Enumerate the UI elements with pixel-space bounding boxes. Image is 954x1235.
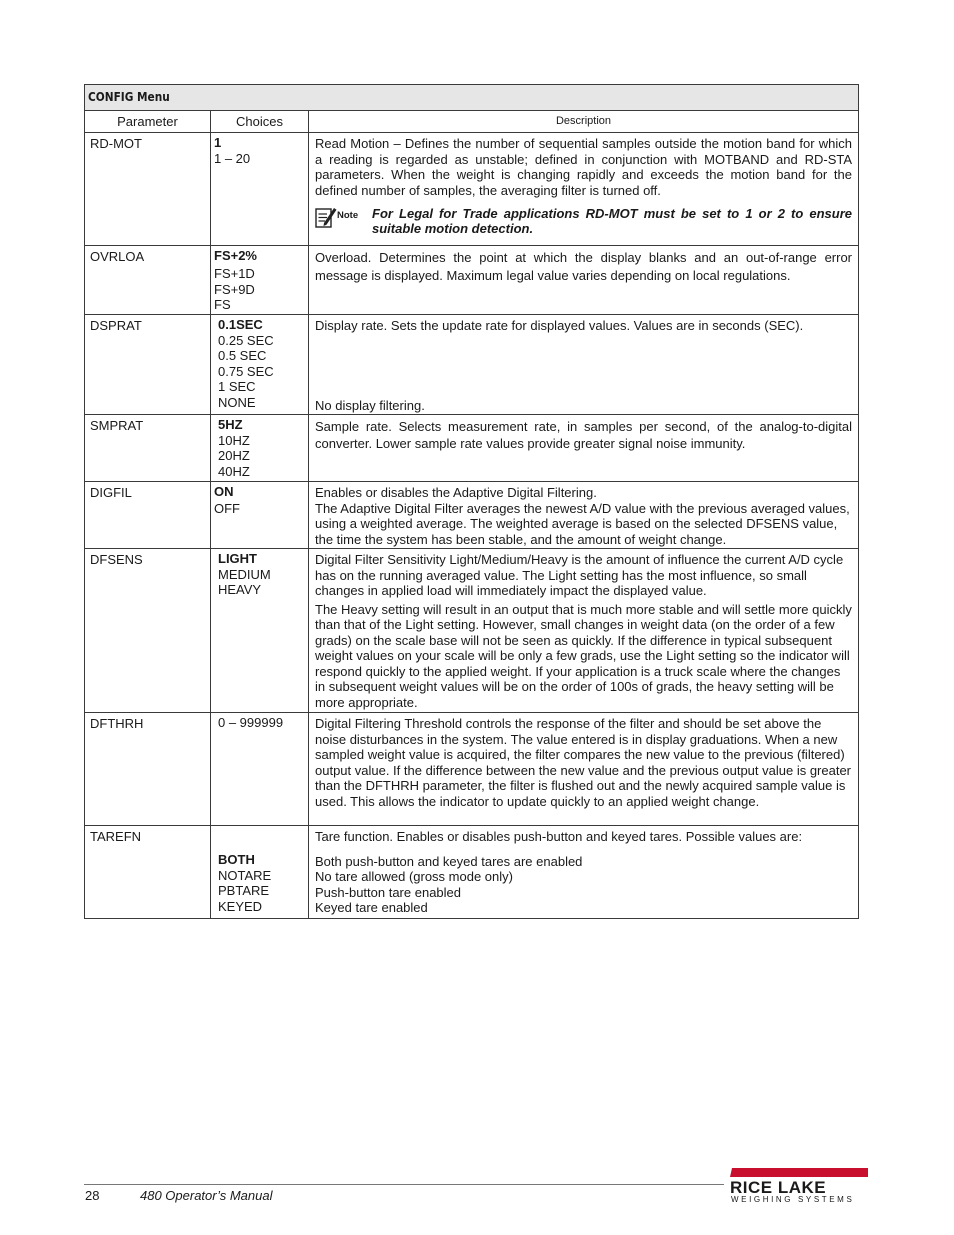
choice: NONE [218, 394, 256, 410]
default-choice: 0.1SEC [218, 317, 263, 332]
choices-cell [211, 133, 309, 246]
table-row [85, 549, 859, 713]
parameter-cell: SMPRAT [85, 415, 211, 482]
default-choice: LIGHT [218, 551, 257, 566]
description-text: Read Motion – Defines the number of sequential samples outside the motion band for which a reading is regarded as unstable; defined in conjunction with MOTBAND and RD-STA parameters. When the weight is changing rapidly and exceeds the motion band for the defined number of samples, the averaging filter is turned off. [315, 136, 853, 198]
table-title: CONFIG Menu [85, 85, 859, 111]
choice: FS+9D [214, 281, 255, 297]
description-text: Sample rate. Selects measurement rate, in samples per second, of the analog-to-digital converter. Lower sample rate values provide greater signal noise immunity. [315, 419, 853, 451]
description-text: Digital Filter Sensitivity Light/Medium/Heavy is the amount of influence the current A/D cycle has on the running averaged value. The Light setting has the most influence, so small changes in applied load will immediately impact the displayed value. [315, 552, 844, 598]
rice-lake-logo [726, 1166, 872, 1210]
choice: HEAVY [218, 582, 262, 597]
choices-cell [211, 482, 309, 549]
default-choice: 5HZ [218, 417, 243, 432]
choice: 0.25 SEC [218, 332, 274, 348]
description-cell [309, 246, 859, 315]
table-row [85, 482, 859, 549]
description-cell [309, 482, 859, 549]
description-text: The Adaptive Digital Filter averages the newest A/D value with the previous averaged values, using a weighted average. The weighted average is based on the selected DFSENS value, the time the system has been stable, and the amount of weight change. [315, 500, 850, 547]
footer-rule [84, 1184, 724, 1185]
parameter-cell: TAREFN [85, 826, 211, 919]
choice: PBTARE [218, 883, 270, 898]
choice: FS+1D [214, 266, 255, 281]
description-cell [309, 133, 859, 246]
choice: FS [214, 297, 231, 312]
choice: MEDIUM [218, 566, 271, 582]
description-header: Description [309, 111, 859, 133]
choice: 0.5 SEC [218, 348, 267, 363]
note-pencil-icon [315, 205, 337, 229]
description-text: Enables or disables the Adaptive Digital Filtering. [315, 485, 597, 500]
description-cell [309, 315, 859, 415]
logo-red-banner [730, 1168, 868, 1177]
parameter-cell: DIGFIL [85, 482, 211, 549]
choices-cell [211, 315, 309, 415]
parameter-cell: DFTHRH [85, 713, 211, 826]
table-row [85, 826, 859, 919]
description-text: Keyed tare enabled [315, 900, 428, 915]
choices-cell [211, 549, 309, 713]
default-choice: ON [214, 484, 234, 499]
description-text: Display rate. Sets the update rate for displayed values. Values are in seconds (SEC). [315, 318, 804, 333]
description-text: Tare function. Enables or disables push-button and keyed tares. Possible values are: [315, 829, 803, 844]
table-header-row [85, 111, 859, 133]
note-label: Note [337, 210, 359, 221]
description-cell [309, 713, 859, 826]
choices-cell [211, 713, 309, 826]
choice: 1 SEC [218, 379, 256, 394]
description-cell [309, 549, 859, 713]
table-row [85, 133, 859, 246]
default-choice: FS+2% [214, 248, 257, 263]
choice: 0 – 999999 [218, 715, 284, 730]
table-row [85, 713, 859, 826]
description-text: Both push-button and keyed tares are enabled [315, 853, 583, 869]
choices-header: Choices [211, 111, 309, 133]
description-text: No display filtering. [315, 397, 425, 413]
table-row [85, 315, 859, 415]
default-choice: 1 [214, 135, 222, 150]
choice: KEYED [218, 898, 263, 914]
choices-cell [211, 826, 309, 919]
description-cell [309, 415, 859, 482]
description-cell [309, 826, 859, 919]
parameter-header: Parameter [85, 111, 211, 133]
description-text: Push-button tare enabled [315, 884, 461, 900]
parameter-cell: DFSENS [85, 549, 211, 713]
choice: NOTARE [218, 867, 272, 883]
choice: 20HZ [218, 448, 250, 463]
parameter-cell: DSPRAT [85, 315, 211, 415]
choices-cell [211, 246, 309, 315]
legal-note [315, 206, 852, 236]
description-text: Digital Filtering Threshold controls the response of the filter and should be set above the noise disturbances in the system. The value entered is in display graduations. When a new sampled weight value is acquired, the filter compares the new value to the previous (filtered) output value. If the difference between the new value and the previous output value is greater than the DFTHRH parameter, the filter is flushed out and the newly acquired sample value is used. This allows the indicator to update quickly to an applied weight change. [315, 716, 852, 809]
default-choice: BOTH [218, 852, 255, 867]
choices-cell [211, 415, 309, 482]
table-row [85, 246, 859, 315]
description-text: No tare allowed (gross mode only) [315, 869, 513, 884]
logo-wordmark: RICE LAKE [730, 1178, 827, 1197]
manual-title: 480 Operator’s Manual [140, 1188, 273, 1203]
description-text: The Heavy setting will result in an output that is much more stable and will settle more quickly than that of the Light setting. However, small changes in weight data (on the order of a few grads) on the scale base will not be seen as quickly. If the difference in typical subsequent weight values on your scale will be only a few grads, use the Light setting so the indicator will respond quickly to the applied weight. If your application is a truck scale where the changes in subsequent weight values will be on the order of 100s of grads, the heavy setting will be more appropriate. [315, 601, 852, 710]
choice: OFF [214, 501, 240, 516]
parameter-cell: RD-MOT [85, 133, 211, 246]
choice: 40HZ [218, 463, 250, 479]
table-row [85, 415, 859, 482]
logo-subtext: WEIGHING SYSTEMS [731, 1195, 855, 1204]
config-menu-table [84, 84, 859, 919]
choice: 10HZ [218, 432, 250, 448]
description-text: Overload. Determines the point at which the display blanks and an out-of-range error message is displayed. Maximum legal value varies depending on local regulations. [315, 250, 853, 283]
choice: 1 – 20 [214, 150, 251, 166]
note-text: For Legal for Trade applications RD-MOT must be set to 1 or 2 to ensure suitable motion detection. [372, 206, 853, 236]
parameter-cell: OVRLOA [85, 246, 211, 315]
choice: 0.75 SEC [218, 363, 274, 379]
page-number: 28 [85, 1188, 100, 1203]
